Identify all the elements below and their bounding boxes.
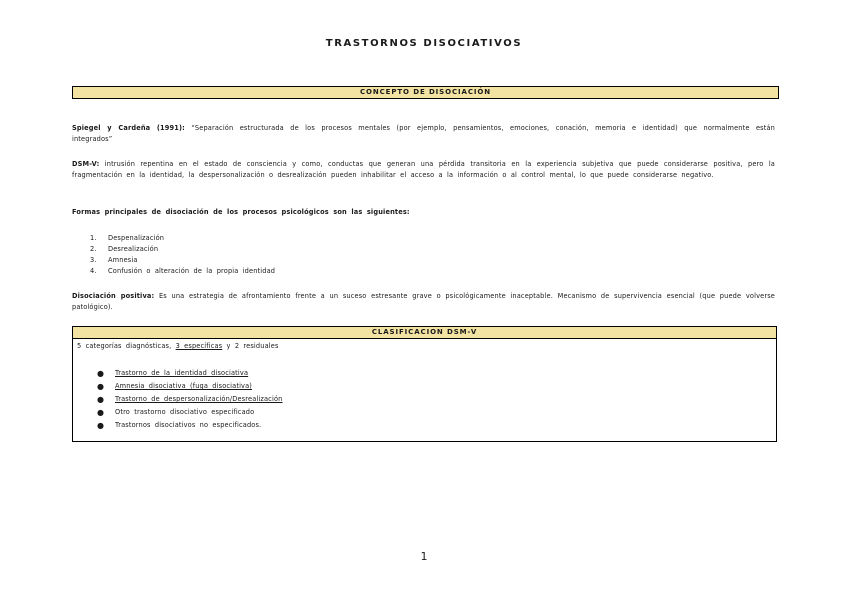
classification-intro: 5 categorías diagnósticas, 3 específicas y 2 residuales [77, 342, 279, 350]
classification-list [73, 367, 776, 432]
bullet-icon: ● [97, 382, 105, 391]
positive-label: Disociación positiva: [72, 292, 155, 300]
list-item [73, 393, 776, 406]
positive-dissociation [72, 291, 775, 313]
bullet-icon: ● [97, 408, 105, 417]
type-link[interactable]: Amnesia disociativa (fuga disociativa) [115, 382, 253, 390]
positive-text: Es una estrategia de afrontamiento frente a un suceso estresante grave o psicológicamente inaceptable. Mecanismo de supervivencia esencial (que puede volverse patológico). [72, 292, 775, 311]
list-item: 2. Desrealización [90, 245, 159, 253]
list-item [73, 380, 776, 393]
classification-heading: CLASIFICACION DSM-V [73, 327, 776, 339]
page-title: TRASTORNOS DISOCIATIVOS [325, 38, 523, 49]
spiegel-definition [72, 123, 775, 145]
list-item [73, 367, 776, 380]
spiegel-text: “Separación estructurada de los procesos mentales (por ejemplo, pensamientos, emociones, conación, memoria e identidad) que normalmente están integrados” [72, 124, 775, 143]
dsm-text: intrusión repentina en el estado de consciencia y como, conductas que generan una pérdida transitoria en la experiencia subjetiva que puede considerarse positiva, pero la fragmentación en la identidad, la despersonalización o desrealización pueden inhabilitar el acceso a la información o al control mental, lo que puede considerarse negativo. [72, 160, 775, 179]
classification-box [72, 326, 777, 442]
type-link[interactable]: Trastorno de la identidad disociativa [115, 369, 249, 377]
specific-categories-link[interactable]: 3 específicas [175, 342, 223, 350]
bullet-icon: ● [97, 395, 105, 404]
list-item [73, 406, 776, 419]
forms-list [72, 233, 275, 277]
concept-heading: CONCEPTO DE DISOCIACIÓN [72, 86, 779, 99]
bullet-icon: ● [97, 421, 105, 430]
forms-heading: Formas principales de disociación de los procesos psicológicos son las siguientes: [72, 208, 410, 216]
list-item: 4. Confusión o alteración de la propia identidad [90, 267, 276, 275]
type-label: Otro trastorno disociativo especificado [115, 408, 255, 416]
list-item [73, 419, 776, 432]
dsm-definition [72, 159, 775, 181]
dsm-label: DSM-V: [72, 160, 100, 168]
list-item: 3. Amnesia [90, 256, 138, 264]
spiegel-label: Spiegel y Cardeña (1991): [72, 124, 185, 132]
type-link[interactable]: Trastorno de despersonalización/Desrealización [115, 395, 283, 403]
type-label: Trastornos disociativos no especificados. [115, 421, 262, 429]
bullet-icon: ● [97, 369, 105, 378]
list-item: 1. Despenalización [90, 234, 165, 242]
page-number: 1 [420, 550, 428, 563]
